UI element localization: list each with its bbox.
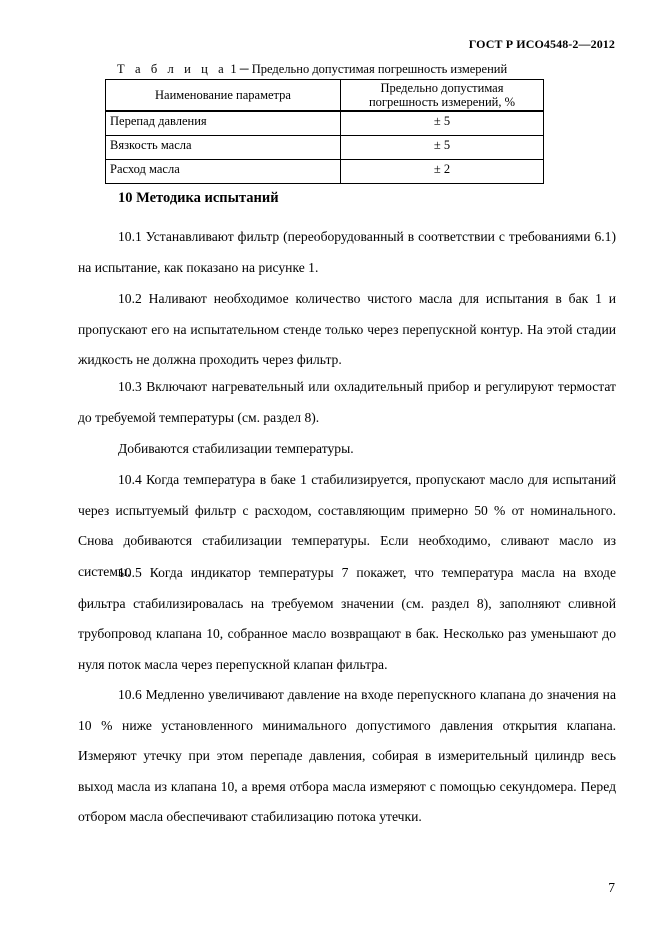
table-row xyxy=(106,136,544,160)
page-number: 7 xyxy=(608,880,615,895)
paragraph-stabilization: Добиваются стабилизации температуры. xyxy=(118,441,354,456)
parameter-name-cell: Вязкость масла xyxy=(106,136,341,160)
table-caption xyxy=(117,62,507,77)
table-caption-text: 1 ─ Предельно допустимая погрешность измерений xyxy=(227,62,508,76)
section-title: 10 Методика испытаний xyxy=(118,190,279,206)
error-value-cell: ± 2 xyxy=(341,160,544,184)
document-header: ГОСТ Р ИСО4548-2—2012 xyxy=(468,37,615,51)
paragraph-10-5: 10.5 Когда индикатор температуры 7 покажет, что температура масла на входе фильтра стабилизировалась на требуемом значении (см. раздел 8), заполняют сливной трубопровод клапана 10, собранное масло возвращают в бак. Несколько раз уменьшают до нуля поток масла через перепускной клапан фильтра. xyxy=(78,565,616,672)
table-row xyxy=(106,160,544,184)
table-header-row xyxy=(106,80,544,112)
table-caption-prefix: Т а б л и ц а xyxy=(117,62,228,76)
accuracy-table xyxy=(105,79,544,184)
paragraph-10-6: 10.6 Медленно увеличивают давление на входе перепускного клапана до значения на 10 % ниже установленного минимального допустимого давления открытия клапана. Измеряют утечку при этом перепаде давления, собирая в измерительный цилиндр весь выход масла из клапана 10, а время отбора масла измеряют с помощью секундомера. Перед отбором масла обеспечивают стабилизацию потока утечки. xyxy=(78,687,616,824)
paragraph-10-2: 10.2 Наливают необходимое количество чистого масла для испытания в бак 1 и пропускают его на испытательном стенде только через перепускной контур. На этой стадии жидкость не должна проходить через фильтр. xyxy=(78,291,616,367)
parameter-name-cell: Расход масла xyxy=(106,160,341,184)
parameter-name-cell: Перепад давления xyxy=(106,111,341,136)
error-value-cell: ± 5 xyxy=(341,111,544,136)
error-value-cell: ± 5 xyxy=(341,136,544,160)
paragraph-10-4: 10.4 Когда температура в баке 1 стабилизируется, пропускают масло для испытаний через испытуемый фильтр с расходом, составляющим примерно 50 % от номинального. Снова добиваются стабилизации температуры. Если необходимо, сливают масло из системы. xyxy=(78,472,616,579)
table-row xyxy=(106,111,544,136)
paragraph-10-1: 10.1 Устанавливают фильтр (переоборудованный в соответствии с требованиями 6.1) на испытание, как показано на рисунке 1. xyxy=(78,229,616,275)
paragraph-10-3: 10.3 Включают нагревательный или охладительный прибор и регулируют термостат до требуемой температуры (см. раздел 8). xyxy=(78,379,616,425)
column-header-error: Предельно допустимая погрешность измерений, % xyxy=(341,80,544,112)
column-header-parameter: Наименование параметра xyxy=(106,80,341,112)
